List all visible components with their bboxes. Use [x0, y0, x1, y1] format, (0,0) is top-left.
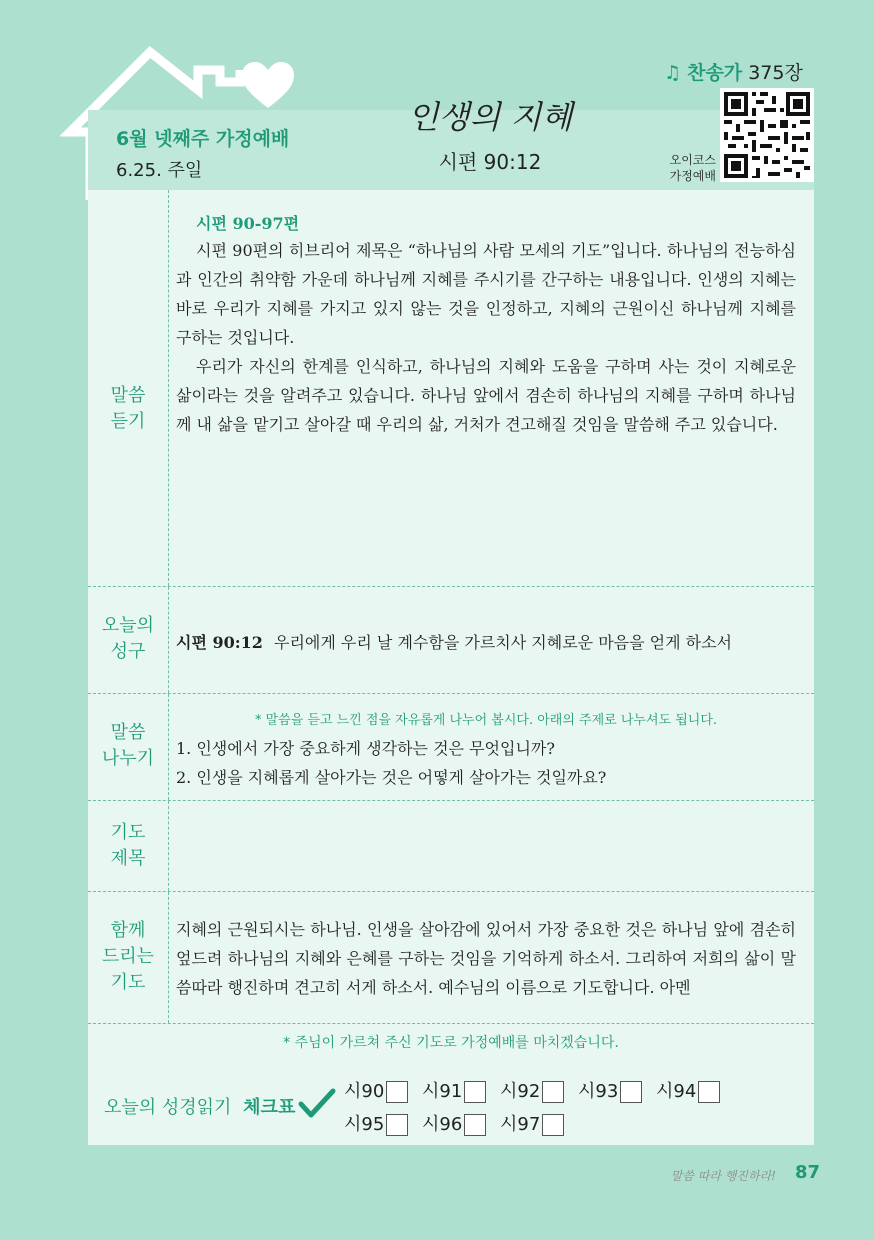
checklist-item-label: 시91	[422, 1081, 463, 1102]
checklist-label-bold: 체크표	[243, 1097, 296, 1118]
checklist-item[interactable]	[344, 1110, 422, 1136]
hymn-label: 찬송가	[687, 62, 743, 84]
listen-paragraph-2: 우리가 자신의 한계를 인식하고, 하나님의 지혜와 도움을 구하며 사는 것이 지혜로운 삶이라는 것을 알려주고 있습니다. 하나님 앞에서 겸손히 하나님의 지혜를 구하며 하나님께 내 삶을 맡기고 살아갈 때 우리의 삶, 거처가 견고해질 것임을 말씀해 주고 있습니다.	[176, 357, 796, 434]
verse-reference: 시편 90:12	[176, 633, 263, 652]
checklist-row-1	[344, 1077, 734, 1103]
section-label-prayer-topic: 기도 제목	[110, 822, 146, 869]
page-title: 인생의 지혜	[407, 98, 573, 136]
footer-slogan: 말씀 따라 행진하라!	[670, 1169, 776, 1183]
section-label-verse: 오늘의 성구	[101, 615, 155, 662]
checkbox[interactable]	[542, 1114, 564, 1136]
service-date: 6.25. 주일	[116, 160, 203, 181]
checkbox[interactable]	[386, 1081, 408, 1103]
closing-note: * 주님이 가르쳐 주신 기도로 가정예배를 마치겠습니다.	[283, 1035, 619, 1051]
checklist-label	[104, 1093, 295, 1119]
checklist-label-prefix: 오늘의 성경읽기	[104, 1097, 232, 1118]
page-number: 87	[794, 1162, 820, 1183]
prayer-text: 지혜의 근원되시는 하나님. 인생을 살아감에 있어서 가장 중요한 것은 하나님 앞에 겸손히 엎드려 하나님의 지혜와 은혜를 구하는 것임을 기억하게 하소서. 그리하여 저희의 삶이 말씀따라 행진하며 견고히 서게 하소서. 예수님의 이름으로 기도합니다. 아멘	[176, 920, 796, 997]
qr-caption-line2: 가정예배	[669, 169, 716, 183]
checkbox[interactable]	[698, 1081, 720, 1103]
music-note-icon: ♫	[664, 62, 682, 84]
column-divider	[168, 190, 169, 586]
week-label: 6월 넷째주 가정예배	[116, 128, 290, 150]
sharing-question-2: 2. 인생을 지혜롭게 살아가는 것은 어떻게 살아가는 것일까요?	[176, 768, 607, 787]
checklist-item[interactable]	[422, 1110, 500, 1136]
column-divider	[168, 587, 169, 693]
hymn-number: 375장	[748, 62, 803, 84]
checklist-item[interactable]	[656, 1077, 734, 1103]
verse-text: 우리에게 우리 날 계수함을 가르치사 지혜로운 마음을 얻게 하소서	[274, 633, 733, 652]
section-divider	[88, 1023, 814, 1024]
section-divider	[88, 891, 814, 892]
checklist-item-label: 시96	[422, 1114, 463, 1135]
checklist-item[interactable]	[500, 1110, 578, 1136]
checklist-item-label: 시95	[344, 1114, 385, 1135]
qr-code[interactable]	[720, 88, 814, 182]
section-divider	[88, 693, 814, 694]
section-label-sharing: 말씀 나누기	[101, 722, 155, 769]
checklist-item[interactable]	[344, 1077, 422, 1103]
section-divider	[88, 800, 814, 801]
checklist-item-label: 시93	[578, 1081, 619, 1102]
listen-paragraph-1: 시편 90편의 히브리어 제목은 “하나님의 사람 모세의 기도”입니다. 하나님의 전능하심과 인간의 취약함 가운데 하나님께 지혜를 주시기를 간구하는 내용입니다. 인생의 지혜는 바로 우리가 지혜를 가지고 있지 않는 것을 인정하고, 지혜의 근원이신 하나님께 지혜를 구하는 것입니다.	[176, 241, 796, 347]
sharing-note: * 말씀을 듣고 느낀 점을 자유롭게 나누어 봅시다. 아래의 주제로 나누셔도 됩니다.	[254, 713, 718, 728]
hymn-info	[664, 58, 803, 85]
checklist-item-label: 시92	[500, 1081, 541, 1102]
section-label-prayer: 함께 드리는 기도	[101, 920, 155, 993]
verse-line	[176, 630, 796, 653]
qr-caption-line1: 오이코스	[669, 153, 716, 167]
checklist-item-label: 시94	[656, 1081, 697, 1102]
sharing-question-1: 1. 인생에서 가장 중요하게 생각하는 것은 무엇입니까?	[176, 739, 555, 758]
qr-caption	[656, 152, 716, 184]
listen-subheading: 시편 90-97편	[196, 214, 300, 233]
checklist-item-label: 시97	[500, 1114, 541, 1135]
checkmark-icon	[298, 1088, 336, 1120]
checklist-item[interactable]	[578, 1077, 656, 1103]
checklist-item[interactable]	[422, 1077, 500, 1103]
checklist-item[interactable]	[500, 1077, 578, 1103]
checklist-row-2	[344, 1110, 578, 1136]
heart-icon	[240, 60, 296, 110]
checkbox[interactable]	[464, 1081, 486, 1103]
checkbox[interactable]	[620, 1081, 642, 1103]
checkbox[interactable]	[386, 1114, 408, 1136]
checkbox[interactable]	[542, 1081, 564, 1103]
column-divider	[168, 892, 169, 1023]
column-divider	[168, 801, 169, 891]
checkbox[interactable]	[464, 1114, 486, 1136]
section-label-listen: 말씀 듣기	[110, 385, 146, 432]
section-divider	[88, 586, 814, 587]
scripture-reference: 시편 90:12	[438, 150, 542, 174]
column-divider	[168, 694, 169, 800]
checklist-item-label: 시90	[344, 1081, 385, 1102]
